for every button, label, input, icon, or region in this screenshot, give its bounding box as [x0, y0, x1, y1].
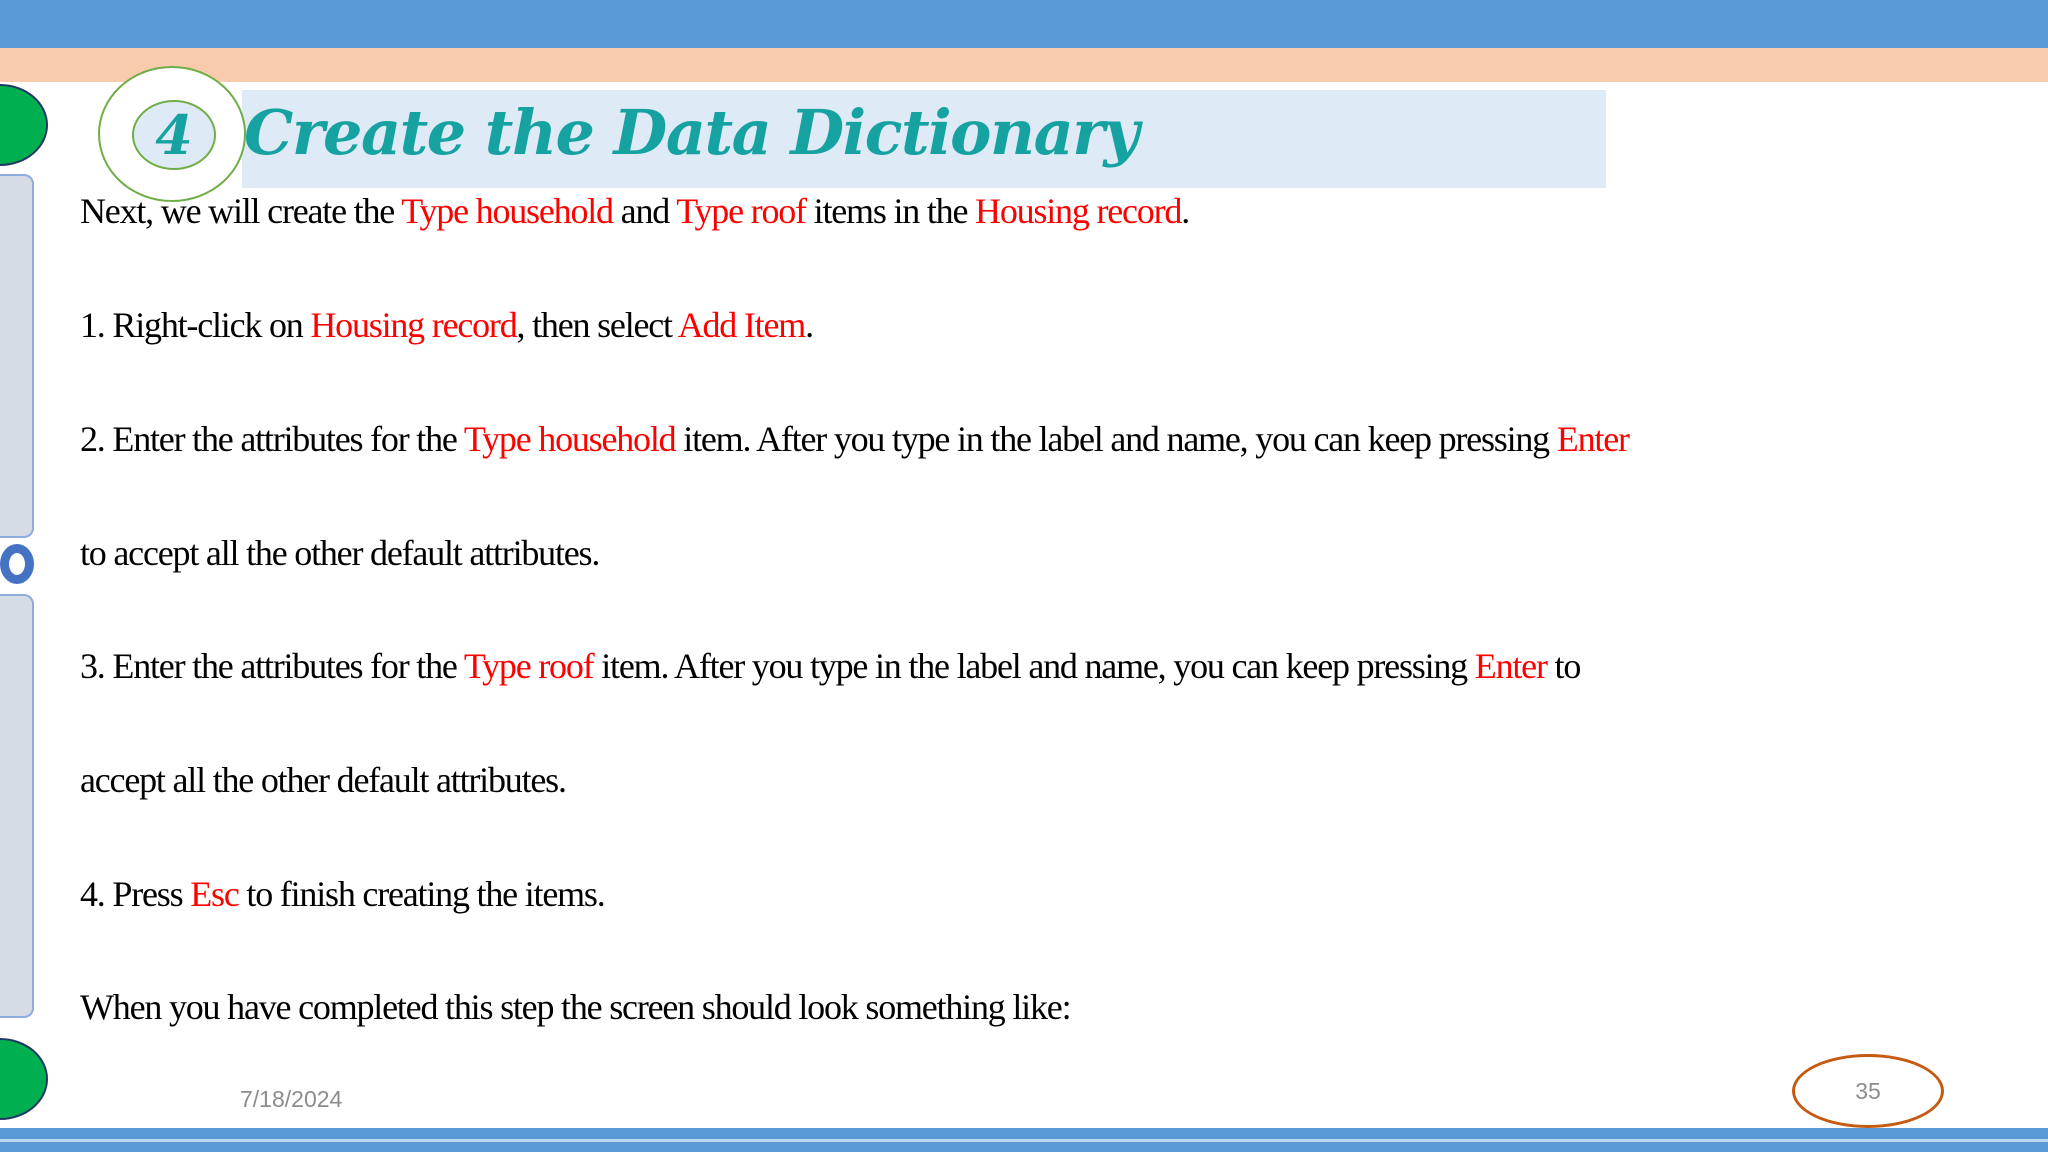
- highlight-enter: Enter: [1556, 419, 1629, 459]
- bottom-bar: [0, 1128, 2048, 1152]
- step-2-continuation: to accept all the other default attributes.: [80, 533, 600, 573]
- highlight-housing-record: Housing record: [310, 305, 517, 345]
- intro-line: Next, we will create the Type household and Type roof items in the Housing record.: [80, 191, 1189, 231]
- step-1-line: 1. Right-click on Housing record, then select Add Item.: [80, 305, 813, 345]
- highlight-enter: Enter: [1474, 646, 1547, 686]
- side-panel-upper: [0, 174, 34, 538]
- step-2-line: 2. Enter the attributes for the Type household item. After you type in the label and name, you can keep pressing Enter: [80, 419, 1629, 459]
- closing-line: When you have completed this step the screen should look something like:: [80, 987, 1071, 1027]
- step-4-line: 4. Press Esc to finish creating the items.: [80, 874, 605, 914]
- highlight-type-household: Type household: [401, 191, 613, 231]
- leaf-shape-bottom: [0, 1038, 48, 1120]
- side-panel-lower: [0, 594, 34, 1018]
- highlight-type-household: Type household: [463, 419, 676, 459]
- accent-bar: [0, 48, 2048, 82]
- ring-shape: [0, 544, 34, 584]
- page-number: 35: [1792, 1054, 1944, 1128]
- highlight-housing-record: Housing record: [975, 191, 1182, 231]
- highlight-type-roof: Type roof: [676, 191, 806, 231]
- slide-date: 7/18/2024: [240, 1086, 343, 1112]
- highlight-type-roof: Type roof: [463, 646, 594, 686]
- highlight-add-item: Add Item: [677, 305, 806, 345]
- step-3-line: 3. Enter the attributes for the Type roof item. After you type in the label and name, you can keep pressing Enter to: [80, 646, 1581, 686]
- top-bar: [0, 0, 2048, 48]
- highlight-esc: Esc: [190, 874, 239, 914]
- step-badge: 4: [132, 100, 216, 170]
- slide-title: Create the Data Dictionary: [244, 96, 1138, 169]
- step-3-continuation: accept all the other default attributes.: [80, 760, 566, 800]
- bottom-bar-strip: [0, 1139, 2048, 1142]
- leaf-shape-top: [0, 84, 48, 166]
